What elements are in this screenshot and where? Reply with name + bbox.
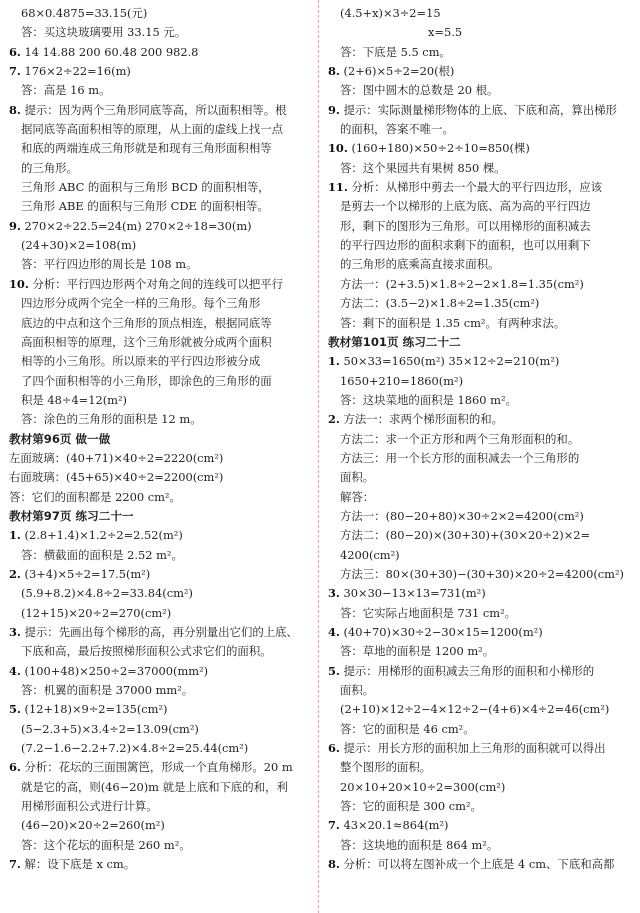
line-text: 教材第97页 练习二十一 — [9, 508, 134, 523]
line-text: 方法一：(2+3.5)×1.8÷2−2×1.8=1.35(cm²) — [340, 276, 584, 291]
item-number: 4. — [328, 625, 340, 639]
answer-line — [9, 314, 309, 333]
answer-line — [9, 488, 309, 507]
line-text: 方法一：(80−20+80)×30÷2×2=4200(cm²) — [340, 508, 584, 523]
line-text: 提示：实际测量梯形物体的上底、下底和高，算出梯形 — [339, 102, 617, 117]
line-text: 方法三：80×(30+30)−(30+30)×20÷2=4200(cm²) — [340, 566, 624, 581]
item-number: 8. — [328, 64, 340, 79]
line-text: 相等的小三角形。所以原来的平行四边形被分成 — [21, 354, 261, 369]
line-text: 答：高是 16 m。 — [21, 83, 111, 98]
item-number: 6. — [9, 44, 21, 59]
answer-line — [328, 255, 632, 274]
answer-line — [9, 333, 309, 352]
item-number: 1. — [328, 354, 340, 369]
answer-line — [9, 778, 309, 797]
answer-line — [328, 855, 632, 874]
line-text: 解答： — [340, 489, 375, 504]
answer-line — [328, 391, 632, 410]
answer-line — [9, 410, 309, 429]
item-number: 6. — [328, 741, 340, 756]
answer-line — [9, 81, 309, 100]
answer-line — [9, 120, 309, 139]
line-text: 14 14.88 200 60.48 200 982.8 — [20, 44, 199, 59]
answer-line — [328, 507, 632, 526]
line-text: 面积。 — [340, 683, 375, 698]
line-text: 方法二：(3.5−2)×1.8÷2=1.35(cm²) — [340, 296, 540, 311]
item-number: 9. — [328, 102, 340, 117]
line-text: 1650+210=1860(m²) — [340, 373, 464, 388]
answer-line — [9, 642, 309, 661]
item-number: 3. — [328, 586, 340, 601]
line-text: 答：它们的面积都是 2200 cm²。 — [9, 489, 181, 504]
answer-line — [9, 623, 309, 642]
answer-line — [328, 526, 632, 545]
item-number: 8. — [9, 102, 21, 117]
line-text: 右面玻璃：(45+65)×40÷2=2200(cm²) — [9, 470, 224, 485]
line-text: 答：下底是 5.5 cm。 — [340, 44, 451, 59]
answer-line — [9, 797, 309, 816]
answer-line — [328, 197, 632, 216]
line-text: 答：买这块玻璃要用 33.15 元。 — [21, 25, 187, 40]
answer-line — [328, 314, 632, 333]
line-text: 答：剩下的面积是 1.35 cm²。有两种求法。 — [340, 315, 566, 330]
answer-line — [328, 430, 632, 449]
line-text: (7.2−1.6−2.2+7.2)×4.8÷2=25.44(cm²) — [21, 741, 249, 756]
answer-line — [328, 565, 632, 584]
line-text: (160+180)×50÷2÷10=850(棵) — [347, 141, 530, 156]
answer-line — [328, 139, 632, 158]
answer-line — [9, 236, 309, 255]
answer-line — [328, 4, 632, 23]
line-text: 答：横截面的面积是 2.52 m²。 — [21, 547, 183, 562]
section-heading — [9, 507, 309, 526]
line-text: (4.5+x)×3÷2=15 — [340, 6, 441, 20]
answer-line — [9, 178, 309, 197]
line-text: x=5.5 — [428, 25, 463, 40]
line-text: 答：这块菜地的面积是 1860 m²。 — [340, 392, 517, 407]
line-text: 积是 48÷4=12(m²) — [21, 392, 127, 407]
line-text: 三角形 ABC 的面积与三角形 BCD 的面积相等， — [21, 180, 270, 195]
line-text: (2+6)×5÷2=20(根) — [339, 64, 455, 79]
answer-line — [9, 700, 309, 719]
line-text: 提示：先画出每个梯形的高，再分别量出它们的上底、 — [20, 625, 298, 639]
line-text: 方法三：用一个长方形的面积减去一个三角形的 — [340, 450, 580, 465]
line-text: 下底和高，最后按照梯形面积公式求它们的面积。 — [21, 644, 272, 659]
line-text: 底边的中点和这个三角形的顶点相连，根据同底等 — [21, 315, 272, 330]
answer-line — [328, 81, 632, 100]
answer-line — [328, 120, 632, 139]
answer-line — [328, 101, 632, 120]
line-text: 30×30−13×13=731(m²) — [339, 586, 486, 601]
line-text: 50×33=1650(m²) 35×12÷2=210(m²) — [339, 354, 560, 369]
section-heading — [9, 430, 309, 449]
line-text: 高面积相等的原理，这个三角形就被分成两个面积 — [21, 334, 272, 349]
item-number: 7. — [9, 857, 21, 872]
line-text: (40+70)×30÷2−30×15=1200(m²) — [339, 625, 543, 639]
line-text: 答：涂色的三角形的面积是 12 m。 — [21, 412, 202, 427]
line-text: (2+10)×12÷2−4×12÷2−(4+6)×4÷2=46(cm²) — [340, 702, 610, 717]
answer-line — [9, 255, 309, 274]
line-text: 答：它的面积是 300 cm²。 — [340, 799, 482, 814]
line-text: 的平行四边形的面积求剩下的面积，也可以用剩下 — [340, 238, 591, 253]
answer-line — [9, 662, 309, 681]
answer-line — [328, 410, 632, 429]
answer-line — [328, 449, 632, 468]
answer-line — [328, 720, 632, 739]
line-text: 答：草地的面积是 1200 m²。 — [340, 644, 495, 659]
column-divider — [318, 0, 319, 913]
line-text: 答：图中圆木的总数是 20 根。 — [340, 83, 499, 98]
answer-line — [328, 62, 632, 81]
line-text: 提示：用长方形的面积加上三角形的面积就可以得出 — [339, 741, 606, 756]
answer-line — [328, 758, 632, 777]
answer-line — [328, 642, 632, 661]
line-text: 方法二：(80−20)×(30+30)+(30×20÷2)×2= — [340, 528, 591, 543]
item-number: 7. — [9, 64, 21, 79]
answer-line — [328, 294, 632, 313]
item-number: 10. — [328, 141, 348, 156]
line-text: 分析：可以将左图补成一个上底是 4 cm、下底和高都 — [339, 857, 615, 872]
item-number: 2. — [328, 412, 340, 427]
line-text: (2.8+1.4)×1.2÷2=2.52(m²) — [20, 528, 183, 543]
line-text: 四边形分成两个完全一样的三角形。每个三角形 — [21, 296, 261, 311]
answer-line — [9, 275, 309, 294]
answer-line — [9, 720, 309, 739]
line-text: 左面玻璃：(40+71)×40÷2=2220(cm²) — [9, 450, 224, 465]
answer-line — [9, 604, 309, 623]
answer-line — [328, 816, 632, 835]
answer-line — [328, 217, 632, 236]
line-text: 答：它的面积是 46 cm²。 — [340, 721, 475, 736]
answer-line — [328, 372, 632, 391]
answer-line — [9, 4, 309, 23]
item-number: 1. — [9, 528, 21, 543]
answer-line — [328, 488, 632, 507]
item-number: 3. — [9, 625, 21, 639]
line-text: (3+4)×5÷2=17.5(m²) — [20, 566, 151, 581]
answer-line — [328, 584, 632, 603]
item-number: 5. — [9, 702, 21, 717]
answer-line — [9, 217, 309, 236]
answer-line — [328, 275, 632, 294]
line-text: (5−2.3+5)×3.4÷2=13.09(cm²) — [21, 721, 199, 736]
answer-line — [328, 604, 632, 623]
answer-line — [328, 352, 632, 371]
answer-line — [9, 294, 309, 313]
line-text: (12+18)×9÷2=135(cm²) — [20, 702, 168, 717]
answer-line — [328, 623, 632, 642]
line-text: 270×2÷22.5=24(m) 270×2÷18=30(m) — [20, 218, 252, 233]
answer-line — [9, 681, 309, 700]
answer-line — [9, 159, 309, 178]
line-text: 176×2÷22=16(m) — [20, 64, 131, 79]
answer-line — [9, 372, 309, 391]
line-text: 面积。 — [340, 470, 375, 485]
answer-line — [9, 836, 309, 855]
line-text: 提示：因为两个三角形同底等高，所以面积相等。根 — [20, 102, 287, 117]
line-text: 4200(cm²) — [340, 547, 400, 562]
answer-line — [9, 855, 309, 874]
right-column — [328, 4, 632, 874]
line-text: 方法二：求一个正方形和两个三角形面积的和。 — [340, 431, 580, 446]
line-text: (24+30)×2=108(m) — [21, 238, 137, 253]
answer-line — [9, 197, 309, 216]
line-text: 分析：花坛的三面围篱笆，形成一个直角梯形。20 m — [20, 760, 293, 775]
line-text: 答：机翼的面积是 37000 mm²。 — [21, 683, 194, 698]
answer-line — [328, 836, 632, 855]
answer-line — [9, 43, 309, 62]
answer-line — [9, 816, 309, 835]
answer-line — [328, 159, 632, 178]
line-text: 答：它实际占地面积是 731 cm²。 — [340, 605, 517, 620]
item-number: 11. — [328, 180, 348, 195]
line-text: 和底的两端连成三角形就是和现有三角形面积相等 — [21, 141, 272, 156]
line-text: 分析：平行四边形两个对角之间的连线可以把平行 — [28, 276, 284, 291]
answer-line — [328, 43, 632, 62]
line-text: 20×10+20×10÷2=300(cm²) — [340, 779, 506, 794]
line-text: 解：设下底是 x cm。 — [20, 857, 136, 872]
line-text: 据同底等高面积相等的原理，从上面的虚线上找一点 — [21, 122, 283, 137]
line-text: 68×0.4875=33.15(元) — [21, 6, 148, 20]
answer-line — [9, 739, 309, 758]
line-text: 答：平行四边形的周长是 108 m。 — [21, 257, 198, 272]
answer-line — [9, 526, 309, 545]
line-text: 三角形 ABE 的面积与三角形 CDE 的面积相等。 — [21, 199, 269, 214]
line-text: 了四个面积相等的小三角形，即涂色的三角形的面 — [21, 373, 272, 388]
line-text: (100+48)×250÷2=37000(mm²) — [20, 663, 209, 678]
line-text: 用梯形面积公式进行计算。 — [21, 799, 158, 814]
line-text: 提示：用梯形的面积减去三角形的面积和小梯形的 — [339, 663, 595, 678]
line-text: 答：这块地的面积是 864 m²。 — [340, 837, 499, 852]
answer-line — [328, 662, 632, 681]
line-text: (46−20)×20÷2=260(m²) — [21, 818, 165, 833]
line-text: 教材第96页 做一做 — [9, 431, 111, 446]
line-text: 的三角形的底乘高直接求面积。 — [340, 257, 500, 272]
answer-line — [328, 236, 632, 255]
answer-line — [9, 139, 309, 158]
answer-line — [9, 584, 309, 603]
line-text: 的面积，答案不唯一。 — [340, 122, 454, 137]
item-number: 2. — [9, 566, 21, 581]
answer-line — [328, 681, 632, 700]
item-number: 5. — [328, 663, 340, 678]
section-heading — [328, 333, 632, 352]
answer-line — [328, 178, 632, 197]
item-number: 6. — [9, 760, 21, 775]
item-number: 9. — [9, 218, 21, 233]
line-text: 整个图形的面积。 — [340, 760, 432, 775]
answer-line — [9, 546, 309, 565]
answer-line — [9, 101, 309, 120]
answer-line — [9, 62, 309, 81]
line-text: 方法一：求两个梯形面积的和。 — [339, 412, 503, 427]
answer-line — [9, 391, 309, 410]
line-text: 答：这个果园共有果树 850 棵。 — [340, 160, 506, 175]
line-text: (12+15)×20÷2=270(cm²) — [21, 605, 172, 620]
answer-line — [9, 565, 309, 584]
item-number: 7. — [328, 818, 340, 833]
line-text: 就是它的高，则(46−20)m 就是上底和下底的和，利 — [21, 779, 288, 794]
answer-line — [9, 449, 309, 468]
item-number: 8. — [328, 857, 340, 872]
answer-line — [9, 468, 309, 487]
item-number: 10. — [9, 276, 29, 291]
line-text: 是剪去一个以梯形的上底为底、高为高的平行四边 — [340, 199, 591, 214]
answer-line — [9, 23, 309, 42]
answer-line — [328, 739, 632, 758]
line-text: 答：这个花坛的面积是 260 m²。 — [21, 837, 191, 852]
line-text: 形，剩下的图形为三角形。可以用梯形的面积减去 — [340, 218, 591, 233]
line-text: 教材第101页 练习二十二 — [328, 334, 461, 349]
answer-line — [328, 700, 632, 719]
answer-line — [328, 468, 632, 487]
line-text: 的三角形。 — [21, 160, 78, 175]
left-column — [9, 4, 309, 874]
answer-line — [328, 778, 632, 797]
answer-line — [328, 797, 632, 816]
answer-line — [9, 352, 309, 371]
line-text: (5.9+8.2)×4.8÷2=33.84(cm²) — [21, 586, 193, 601]
answer-line — [328, 546, 632, 565]
answer-line — [9, 758, 309, 777]
item-number: 4. — [9, 663, 21, 678]
answer-line — [328, 23, 632, 42]
line-text: 43×20.1≈864(m²) — [339, 818, 449, 833]
line-text: 分析：从梯形中剪去一个最大的平行四边形，应该 — [347, 180, 603, 195]
